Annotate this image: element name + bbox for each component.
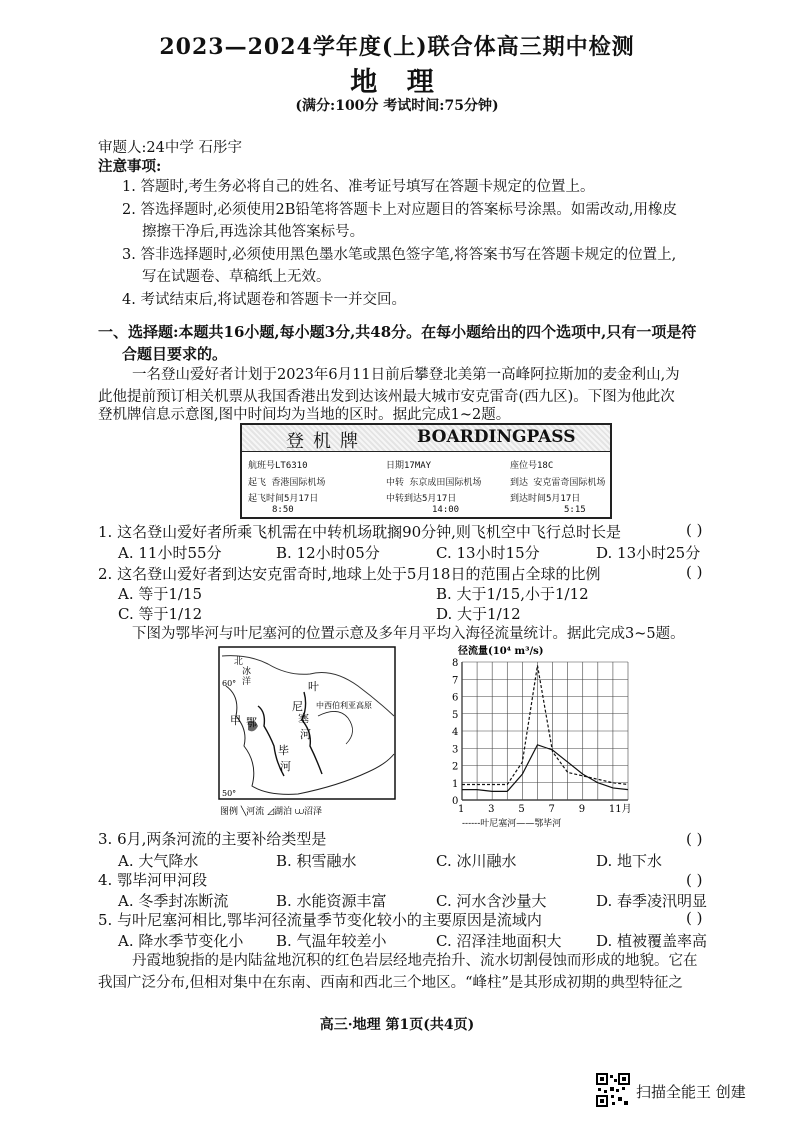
q3-option-c: C. 冰川融水 [436,852,517,870]
chart-ytick-label: 8 [452,658,459,669]
chart-grid [462,662,628,800]
section-heading: 一、选择题:本题共16小题,每小题3分,共48分。在每小题给出的四个选项中,只有一项是符 [98,323,697,341]
answer-paren: ( ) [686,830,703,848]
answer-paren: ( ) [686,563,703,581]
map-label: 鄂 [246,716,257,729]
notice-item: 1. 答题时,考生务必将自己的姓名、准考证号填写在答题卡规定的位置上。 [122,179,595,195]
section-heading-cont: 合题目要求的。 [122,345,228,363]
q2-option-b: B. 大于1/15,小于1/12 [436,585,589,603]
chart-xtick-label: 7 [548,804,555,815]
notice-item: 4. 考试结束后,将试题卷和答题卡一并交回。 [122,292,407,308]
map-label: 中西伯利亚高原 [316,701,372,710]
question-2-stem: 2. 这名登山爱好者到达安克雷奇时,地球上处于5月18日的范围占全球的比例 [98,565,601,583]
chart-ytick-label: 6 [452,692,459,704]
intro-text-3: 丹霞地貌指的是内陆盆地沉积的红色岩层经地壳抬升、流水切割侵蚀而形成的地貌。它在 [132,953,698,969]
q4-option-d: D. 春季凌汛明显 [596,892,708,910]
chart-ytick-label: 5 [452,709,459,721]
q5-option-d: D. 植被覆盖率高 [596,932,708,950]
chart-ytick-label: 7 [452,675,459,687]
map-lat-label: 50° [222,789,237,798]
arrive-time: 5:15 [564,505,586,515]
notice-item: 写在试题卷、草稿纸上无效。 [142,269,331,285]
subject-title: 地 理 [350,67,444,98]
map-label: 塞 [298,712,309,725]
boarding-pass-header [242,425,610,452]
watermark-text: 扫描全能王 创建 [636,1083,746,1101]
answer-paren: ( ) [686,871,703,889]
map-label: 冰 [242,667,252,677]
boarding-pass [240,423,612,519]
transit-airport: 中转 东京成田国际机场 [386,478,482,488]
q5-option-c: C. 沼泽洼地面积大 [436,932,562,950]
q1-option-c: C. 13小时15分 [436,544,540,562]
depart-time-label: 起飞时间5月17日 [248,494,319,504]
chart-ytick-label: 0 [452,796,459,807]
notice-item: 擦擦干净后,再选涂其他答案标号。 [142,224,365,240]
boarding-pass-title-en: BOARDINGPASS [417,427,576,447]
q1-option-b: B. 12小时05分 [276,544,380,562]
map-label: 河 [280,760,291,773]
q1-option-d: D. 13小时25分 [596,544,701,562]
q4-option-a: A. 冬季封冻断流 [118,892,229,910]
chart-xtick-label: 5 [518,804,525,815]
chart-xtick-label: 11月 [608,804,632,815]
map-lat-label: 60° [222,679,237,688]
q3-option-a: A. 大气降水 [118,852,199,870]
intro-text: 登机牌信息示意图,图中时间均为当地的区时。据此完成1~2题。 [98,407,511,423]
transit-time-label: 中转到达5月17日 [386,494,457,504]
q5-option-a: A. 降水季节变化小 [118,932,244,950]
map-label: 洋 [242,677,252,687]
arrive-time-label: 到达时间5月17日 [510,494,581,504]
runoff-chart [448,642,638,832]
arrive-airport: 到达 安克雷奇国际机场 [510,478,606,488]
q2-option-a: A. 等于1/15 [118,585,203,603]
q3-option-d: D. 地下水 [596,852,663,870]
intro-text: 一名登山爱好者计划于2023年6月11日前后攀登北美第一高峰阿拉斯加的麦金利山,为 [132,367,680,383]
chart-xtick-label: 1 [458,804,465,815]
reviewer: 审题人:24中学 石彤宇 [98,140,242,156]
qr-code-icon [596,1073,630,1107]
map-terrain [318,711,353,744]
q1-option-a: A. 11小时55分 [118,544,222,562]
notice-item: 2. 答选择题时,必须使用2B铅笔将答题卡上对应题目的答案标号涂黑。如需改动,用橡皮 [122,202,678,218]
question-3-stem: 3. 6月,两条河流的主要补给类型是 [98,830,327,848]
chart-xtick-label: 9 [578,804,586,815]
question-1-stem: 1. 这名登山爱好者所乘飞机需在中转机场耽搁90分钟,则飞机空中飞行总时长是 [98,523,621,541]
q5-option-b: B. 气温年较差小 [276,932,387,950]
chart-ylabel: 径流量(10⁴ m³/s) [458,646,544,657]
river-map [218,646,398,818]
chart-ytick-label: 4 [452,727,459,738]
intro-text-3: 我国广泛分布,但相对集中在东南、西南和西北三个地区。“峰柱”是其形成初期的典型特征之 [98,975,683,991]
chart-x-ticks [458,803,632,815]
q2-option-d: D. 大于1/12 [436,605,521,623]
chart-xtick-label: 3 [488,804,495,815]
chart-ytick-label: 2 [452,761,459,773]
series-line-yenisei [462,665,628,784]
question-5-stem: 5. 与叶尼塞河相比,鄂毕河径流量季节变化较小的主要原因是流域内 [98,911,542,929]
map-label: 叶 [308,680,319,693]
boarding-pass-title-cn: 登机牌 [286,431,367,452]
map-label: 甲 [230,714,241,727]
answer-paren: ( ) [686,909,703,927]
depart-airport: 起飞 香港国际机场 [248,478,326,488]
chart-legend: ------叶尼塞河——鄂毕河 [462,819,562,829]
flight-number: 航班号LT6310 [248,461,308,471]
chart-ytick-label: 3 [452,744,459,756]
q4-option-c: C. 河水含沙量大 [436,892,547,910]
exam-title: 2023—2024学年度(上)联合体高三期中检测 [159,34,635,60]
depart-time: 8:50 [272,505,294,515]
transit-time: 14:00 [432,505,460,515]
notice-title: 注意事项: [98,158,162,175]
flight-date: 日期17MAY [386,461,432,471]
intro-text: 此他提前预订相关机票从我国香港出发到达该州最大城市安克雷奇(西九区)。下图为他此次 [98,389,675,405]
q4-option-b: B. 水能资源丰富 [276,892,387,910]
map-label: 河 [300,728,311,741]
map-label: 毕 [278,744,289,757]
q2-option-c: C. 等于1/12 [118,605,203,623]
seat-number: 座位号18C [510,461,554,471]
chart-ytick-label: 1 [452,778,459,790]
q3-option-b: B. 积雪融水 [276,852,357,870]
notice-item: 3. 答非选择题时,必须使用黑色墨水笔或黑色签字笔,将答案书写在答题卡规定的位置上, [122,247,677,263]
question-4-stem: 4. 鄂毕河甲河段 [98,871,208,889]
exam-info: (满分:100分 考试时间:75分钟) [295,98,499,114]
intro-text-2: 下图为鄂毕河与叶尼塞河的位置示意及多年月平均入海径流量统计。据此完成3~5题。 [132,626,685,642]
chart-lines [462,665,628,791]
chart-y-ticks [452,658,458,807]
map-legend: 图例 ╲河流 ◿湖泊 ⩊沼泽 [220,807,323,817]
map-label: 北 [234,657,244,667]
map-label: 尼 [292,700,303,713]
series-line-obi [462,745,628,792]
page-footer: 高三·地理 第1页(共4页) [319,1017,475,1033]
answer-paren: ( ) [686,521,703,539]
